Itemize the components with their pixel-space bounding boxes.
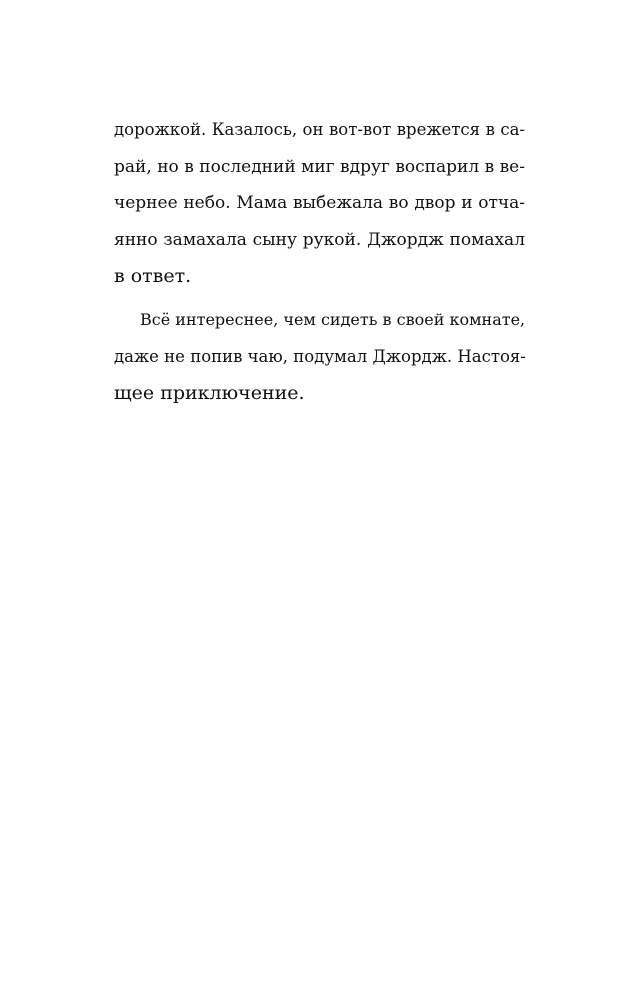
text-line: дорожкой. Казалось, он вот-вот врежется в са- (114, 120, 525, 139)
body-text (114, 112, 525, 412)
text-line: щее приключение. (114, 382, 305, 405)
text-line: Всё интереснее, чем сидеть в своей комнате, (140, 309, 526, 329)
paragraph-gap (114, 295, 525, 302)
paragraph-2 (114, 302, 525, 412)
text-line: рай, но в последний миг вдруг воспарил в ве- (114, 156, 525, 177)
text-line: чернее небо. Мама выбежала во двор и отча- (114, 193, 525, 214)
text-line: в ответ. (114, 265, 192, 288)
paragraph-1 (114, 112, 525, 295)
text-line: янно замахала сыну рукой. Джордж помахал (114, 229, 525, 250)
text-line: даже не попив чаю, подумал Джордж. Настоя- (114, 346, 526, 366)
